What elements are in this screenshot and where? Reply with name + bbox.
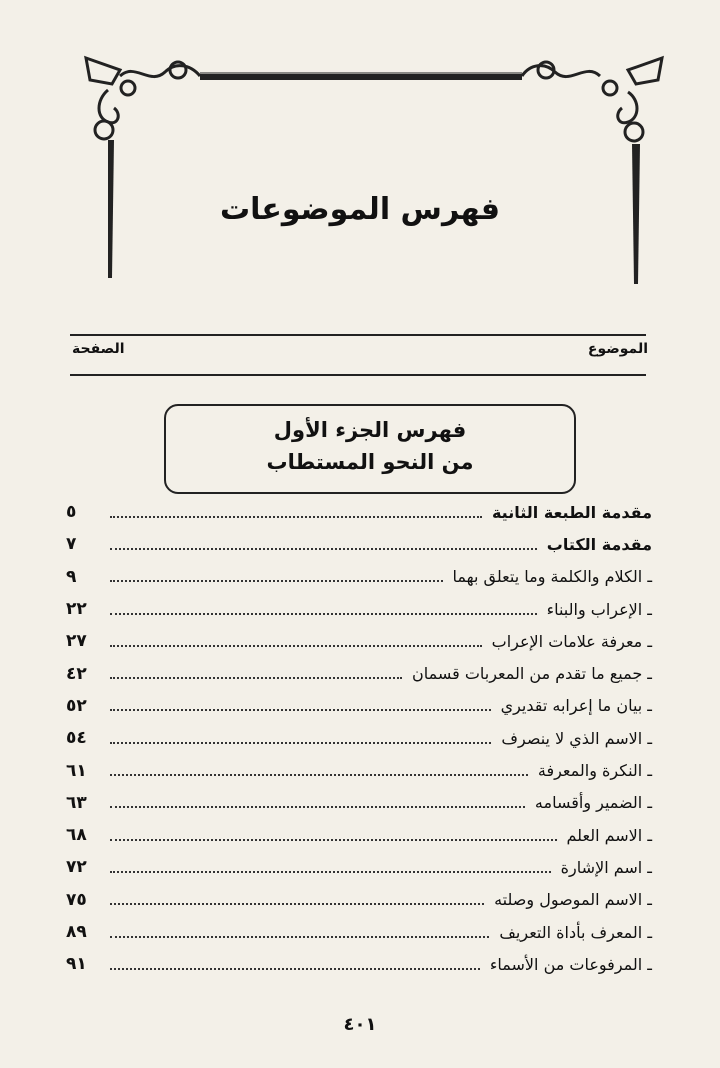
toc-entry[interactable] — [66, 593, 652, 625]
leader-dots — [110, 967, 480, 970]
toc-entry-page: ٩١ — [66, 954, 87, 975]
toc-entry-page: ٥٤ — [66, 728, 87, 749]
toc-entry-page: ٦٨ — [66, 825, 87, 846]
toc-entry-label: ـ المرفوعات من الأسماء — [489, 954, 652, 974]
page-title: فهرس الموضوعات — [219, 192, 501, 227]
page-number: ٤٠١ — [343, 1014, 377, 1035]
toc-entry-label: مقدمة الطبعة الثانية — [491, 502, 652, 522]
toc-entry[interactable] — [66, 625, 652, 657]
toc-entry-label: ـ معرفة علامات الإعراب — [491, 631, 652, 651]
toc-entry[interactable] — [66, 787, 652, 819]
toc-entry-label: ـ الاسم العلم — [566, 825, 652, 845]
toc-entry-page: ٧٥ — [66, 889, 87, 910]
leader-dots — [110, 902, 484, 905]
toc-entry-label: ـ المعرف بأداة التعريف — [499, 922, 652, 942]
leader-dots — [110, 547, 537, 550]
leader-dots — [110, 676, 402, 679]
toc-entry[interactable] — [66, 657, 652, 689]
leader-dots — [110, 612, 537, 615]
toc-entry-label: ـ الضمير وأقسامه — [534, 793, 652, 813]
toc-entry[interactable] — [66, 851, 652, 883]
toc-entry-page: ٧٢ — [66, 857, 87, 878]
toc-entry-label: مقدمة الكتاب — [546, 534, 652, 554]
toc-entry[interactable] — [66, 948, 652, 980]
toc-list — [66, 496, 652, 980]
toc-entry-label: ـ النكرة والمعرفة — [537, 761, 652, 781]
toc-entry-label: ـ بيان ما إعرابه تقديري — [500, 696, 652, 716]
toc-entry-label: ـ الكلام والكلمة وما يتعلق بهما — [452, 567, 652, 587]
toc-entry[interactable] — [66, 884, 652, 916]
toc-entry-page: ٩ — [66, 566, 77, 587]
toc-entry-page: ٨٩ — [66, 922, 87, 942]
leader-dots — [110, 870, 551, 873]
toc-entry[interactable] — [66, 496, 652, 528]
section-box-subtitle: من النحو المستطاب — [266, 450, 474, 474]
ornament-frame-icon — [0, 0, 720, 300]
toc-entry-page: ٢٢ — [66, 599, 87, 620]
leader-dots — [110, 935, 489, 938]
leader-dots — [110, 773, 528, 776]
header-top-rule — [70, 334, 646, 336]
toc-entry-page: ٥٢ — [66, 695, 87, 716]
leader-dots — [110, 805, 525, 808]
leader-dots — [110, 708, 491, 711]
toc-entry[interactable] — [66, 528, 652, 560]
header-bottom-rule — [70, 374, 646, 376]
toc-entry-page: ٦١ — [66, 760, 87, 781]
toc-entry[interactable] — [66, 916, 652, 948]
toc-entry[interactable] — [66, 690, 652, 722]
toc-entry[interactable] — [66, 754, 652, 786]
leader-dots — [110, 579, 443, 582]
toc-entry-label: ـ اسم الإشارة — [560, 857, 652, 877]
toc-entry-page: ٥ — [66, 502, 77, 523]
leader-dots — [110, 741, 491, 744]
toc-entry-label: ـ الاسم الذي لا ينصرف — [501, 728, 652, 748]
leader-dots — [110, 515, 482, 518]
toc-entry-page: ٧ — [66, 534, 77, 555]
toc-entry[interactable] — [66, 819, 652, 851]
toc-entry-page: ٢٧ — [66, 631, 87, 652]
toc-entry[interactable] — [66, 561, 652, 593]
toc-entry-label: ـ الاسم الموصول وصلته — [494, 890, 652, 910]
toc-entry-page: ٤٢ — [66, 663, 87, 684]
column-header-topic: الموضوع — [587, 341, 648, 357]
leader-dots — [110, 838, 557, 841]
section-box-title: فهرس الجزء الأول — [273, 418, 467, 442]
section-box — [164, 404, 576, 494]
toc-entry-label: ـ الإعراب والبناء — [546, 599, 652, 619]
column-header-page: الصفحة — [72, 341, 125, 357]
toc-entry[interactable] — [66, 722, 652, 754]
toc-entry-label: ـ جميع ما تقدم من المعربات قسمان — [411, 664, 652, 684]
leader-dots — [110, 644, 482, 647]
toc-entry-page: ٦٣ — [66, 792, 87, 813]
